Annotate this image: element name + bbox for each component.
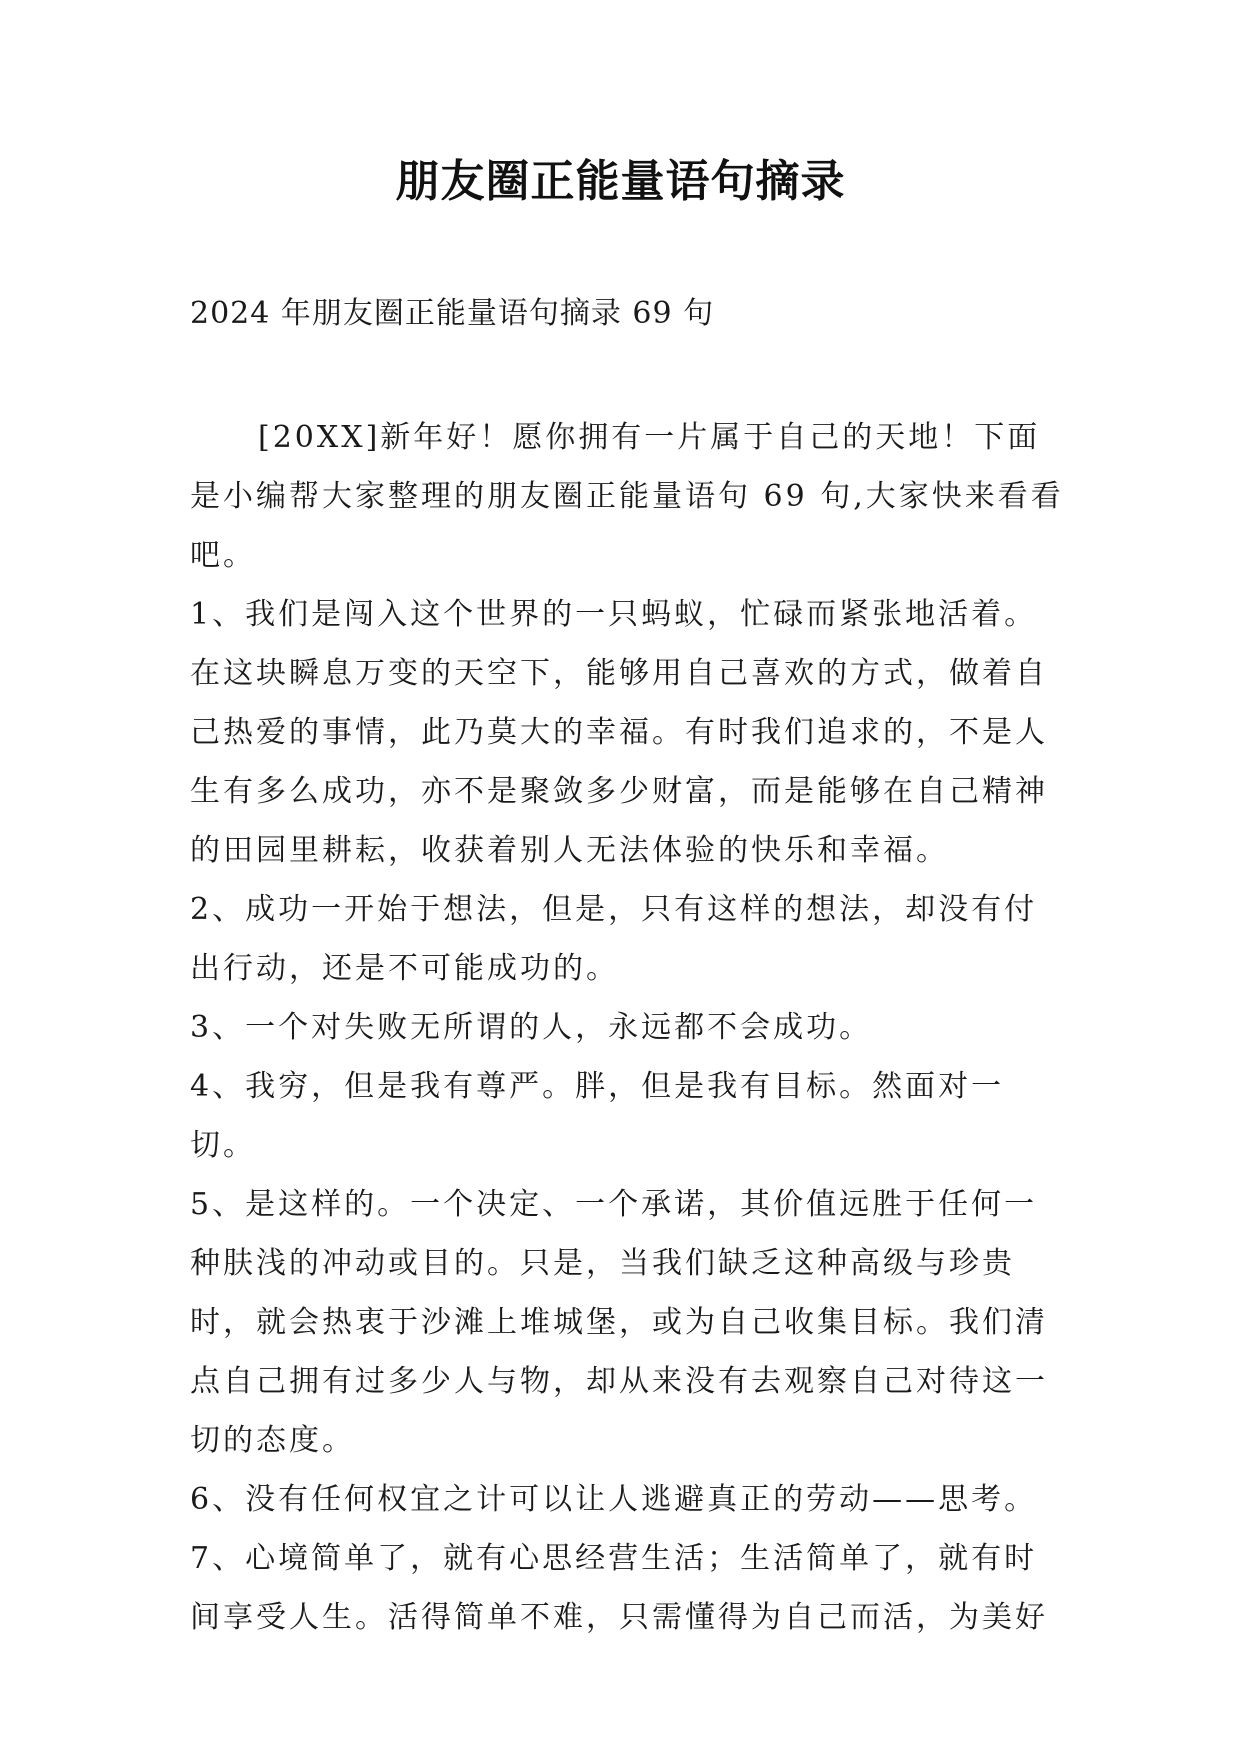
intro-paragraph: [20XX]新年好！愿你拥有一片属于自己的天地！下面是小编帮大家整理的朋友圈正能量语句 69 句,大家快来看看吧。	[190, 420, 1064, 573]
quote-item-7: 7、心境简单了，就有心思经营生活；生活简单了，就有时间享受人生。活得简单不难，只需懂得为自己而活，为美好	[190, 1541, 1048, 1635]
quote-item-2: 2、成功一开始于想法，但是，只有这样的想法，却没有付出行动，还是不可能成功的。	[190, 892, 1038, 986]
quote-item-1: 1、我们是闯入这个世界的一只蚂蚁，忙碌而紧张地活着。在这块瞬息万变的天空下，能够用自己喜欢的方式，做着自己热爱的事情，此乃莫大的幸福。有时我们追求的，不是人生有多么成功，亦不是聚敛多少财富，而是能够在自己精神的田园里耕耘，收获着别人无法体验的快乐和幸福。	[190, 597, 1048, 868]
quote-item-4: 4、我穷，但是我有尊严。胖，但是我有目标。然面对一切。	[190, 1069, 1005, 1163]
document-subtitle: 2024 年朋友圈正能量语句摘录 69 句	[190, 296, 715, 331]
quote-item-5: 5、是这样的。一个决定、一个承诺，其价值远胜于任何一种肤浅的冲动或目的。只是，当我们缺乏这种高级与珍贵时，就会热衷于沙滩上堆城堡，或为自己收集目标。我们清点自己拥有过多少人与物，却从来没有去观察自己对待这一切的态度。	[190, 1187, 1048, 1458]
document-body	[190, 408, 1070, 1647]
document-title: 朋友圈正能量语句摘录	[395, 156, 846, 207]
quote-item-3: 3、一个对失败无所谓的人，永远都不会成功。	[190, 1010, 873, 1045]
quote-item-6: 6、没有任何权宜之计可以让人逃避真正的劳动——思考。	[190, 1482, 1038, 1517]
